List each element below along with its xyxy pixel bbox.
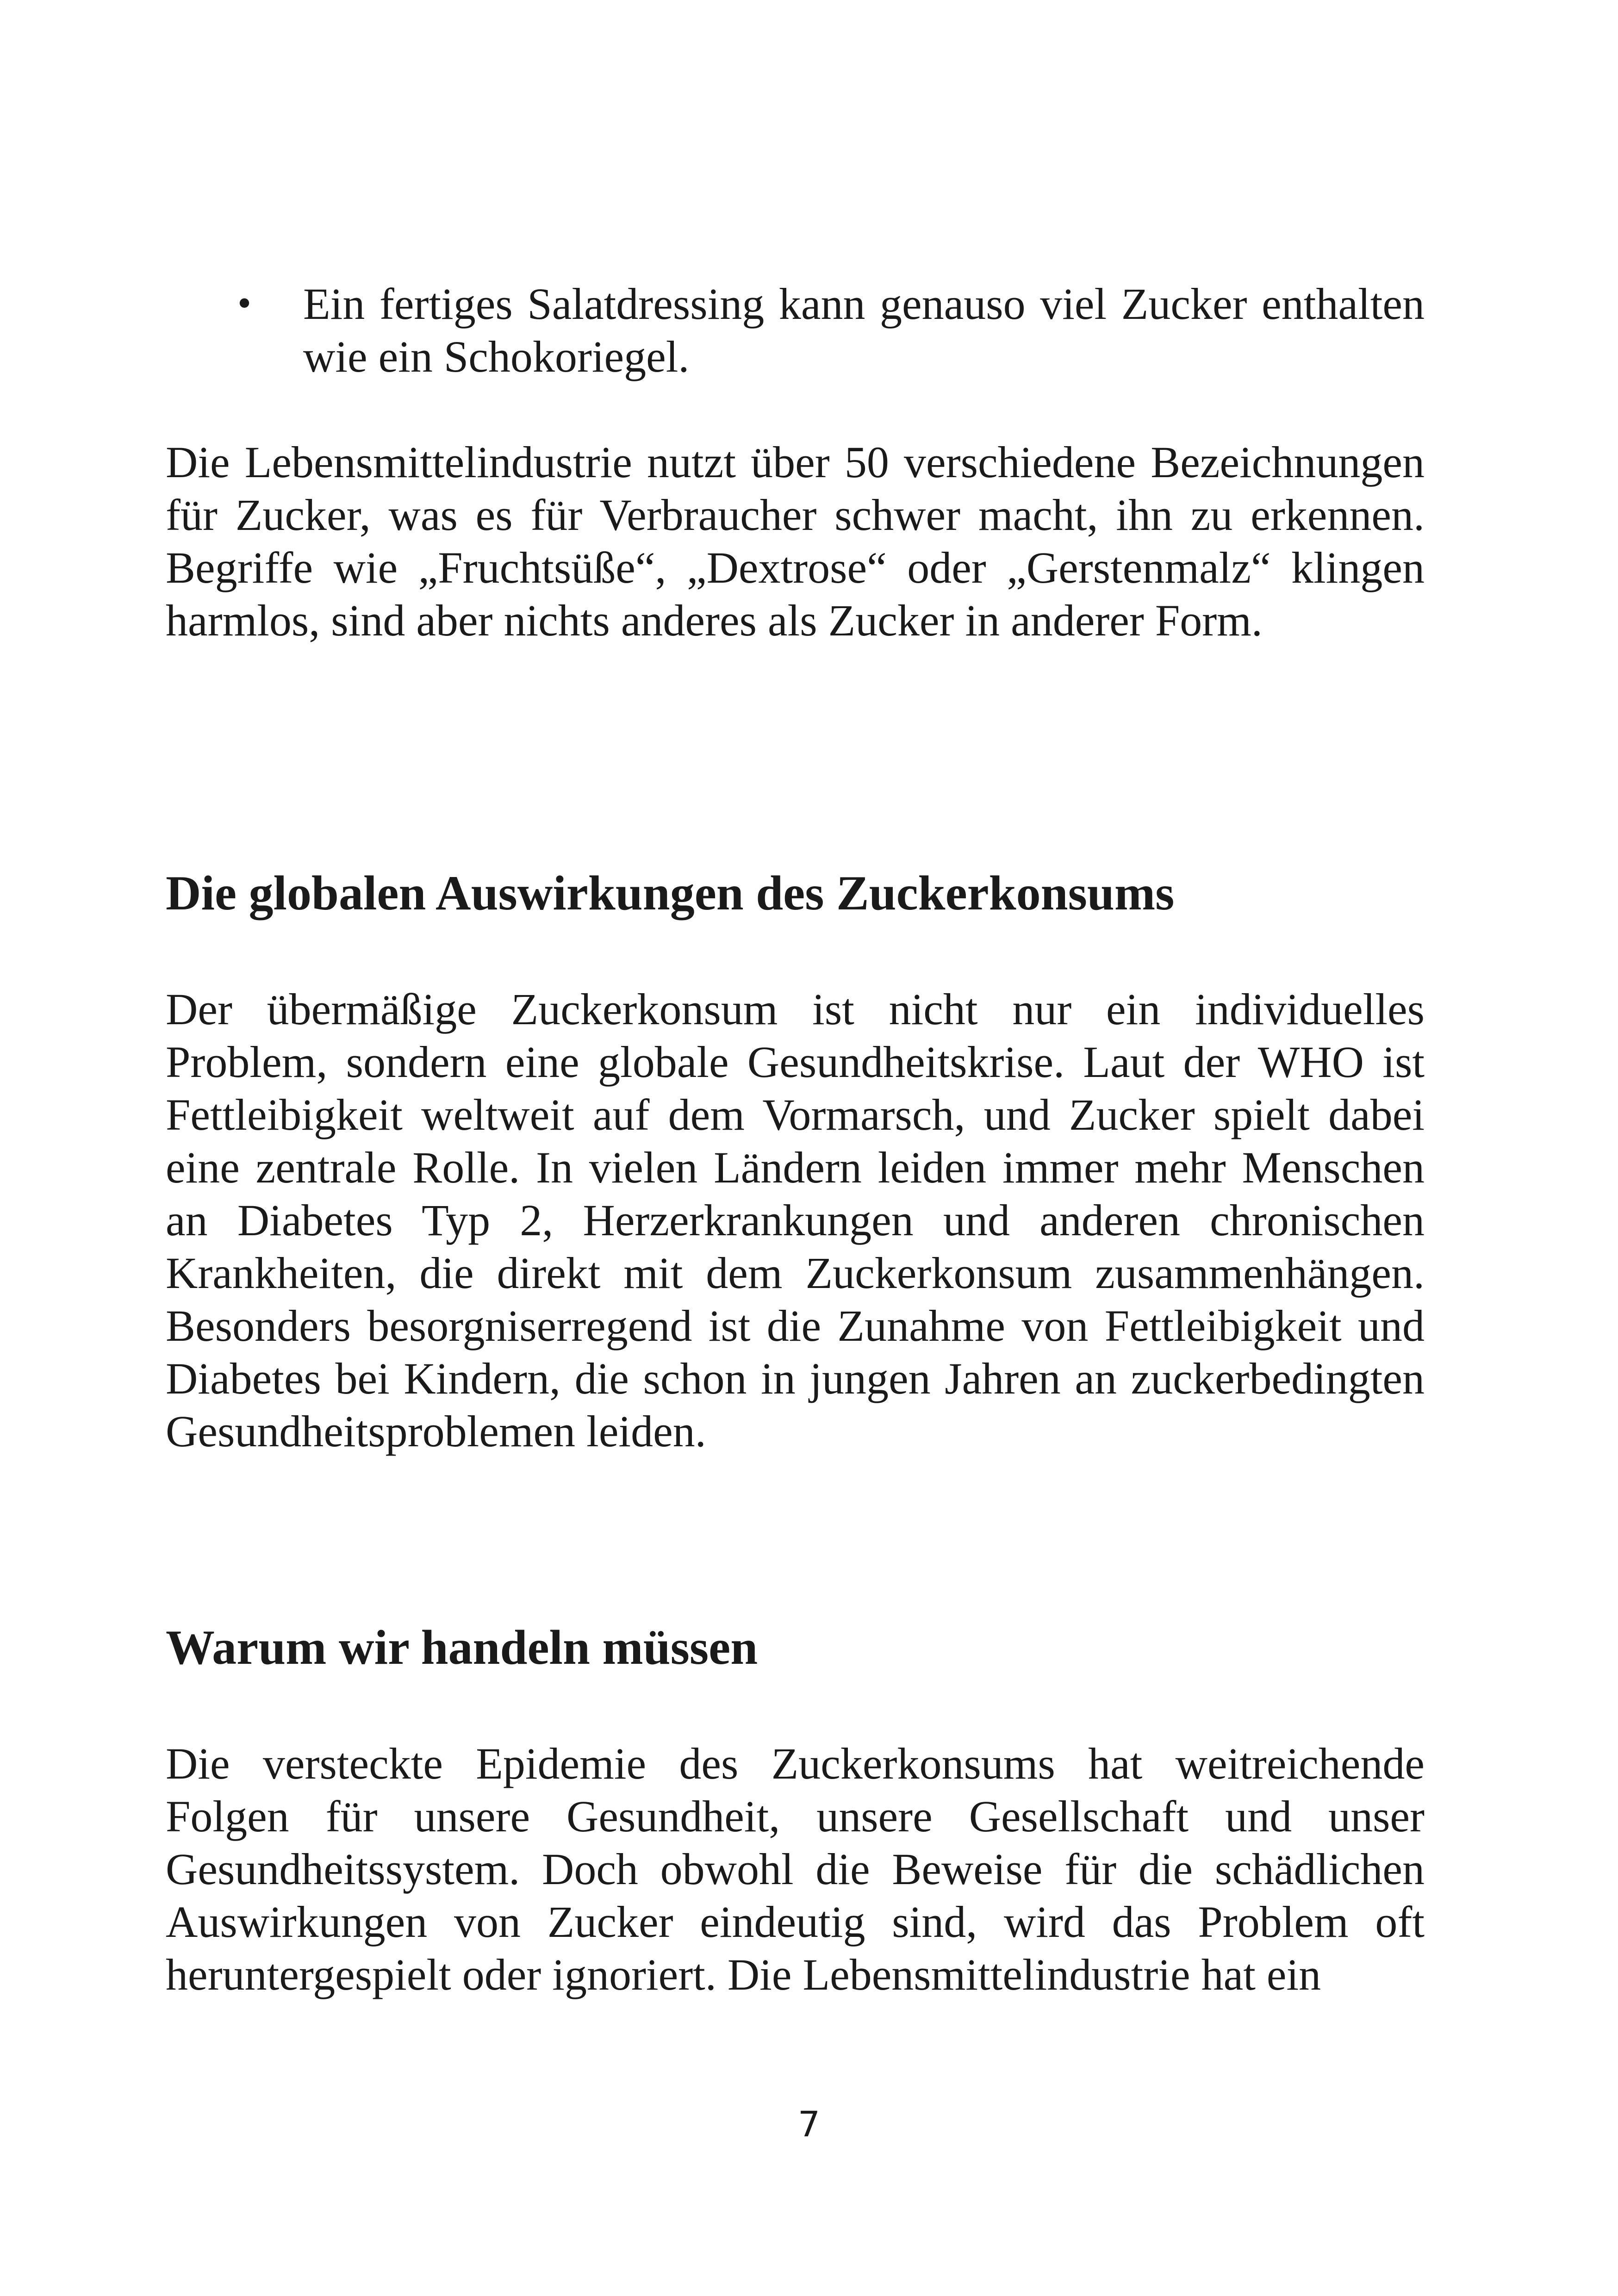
section-heading-global-impact: Die globalen Auswirkungen des Zuckerkonsums: [166, 866, 1175, 920]
bullet-icon: •: [235, 285, 254, 323]
paragraph-sugar-names: Die Lebensmittelindustrie nutzt über 50 verschiedene Bezeichnungen für Zucker, was es für Verbraucher schwer macht, ihn zu erkennen. Begriffe wie „Fruchtsüße“, „Dextrose“ oder „Gerstenmalz“ klingen harmlos, sind aber nichts anderes als Zucker in anderer Form.: [166, 437, 1425, 645]
bullet-text: Ein fertiges Salatdressing kann genauso viel Zucker enthalten wie ein Schokoriegel.: [303, 279, 1425, 381]
section-heading-why-act: Warum wir handeln müssen: [166, 1620, 758, 1674]
paragraph-why-act: Die versteckte Epidemie des Zuckerkonsums hat weitreichende Folgen für unsere Gesundheit, unsere Gesellschaft und unser Gesundheitssystem. Doch obwohl die Beweise für die schädlichen Auswirkungen von Zucker eindeutig sind, wird das Problem oft heruntergespielt oder ignoriert. Die Lebensmittelindustrie hat ein: [166, 1739, 1425, 1999]
paragraph-global-impact: Der übermäßige Zuckerkonsum ist nicht nur ein individuelles Problem, sondern eine globale Gesundheitskrise. Laut der WHO ist Fettleibigkeit weltweit auf dem Vormarsch, und Zucker spielt dabei eine zentrale Rolle. In vielen Ländern leiden immer mehr Menschen an Diabetes Typ 2, Herzerkrankungen und anderen chronischen Krankheiten, die direkt mit dem Zuckerkonsum zusammenhängen. Besonders besorgniserregend ist die Zunahme von Fettleibigkeit und Diabetes bei Kindern, die schon in jungen Jahren an zuckerbedingten Gesundheitsproblemen leiden.: [166, 984, 1425, 1456]
page-number: 7: [797, 2103, 821, 2145]
